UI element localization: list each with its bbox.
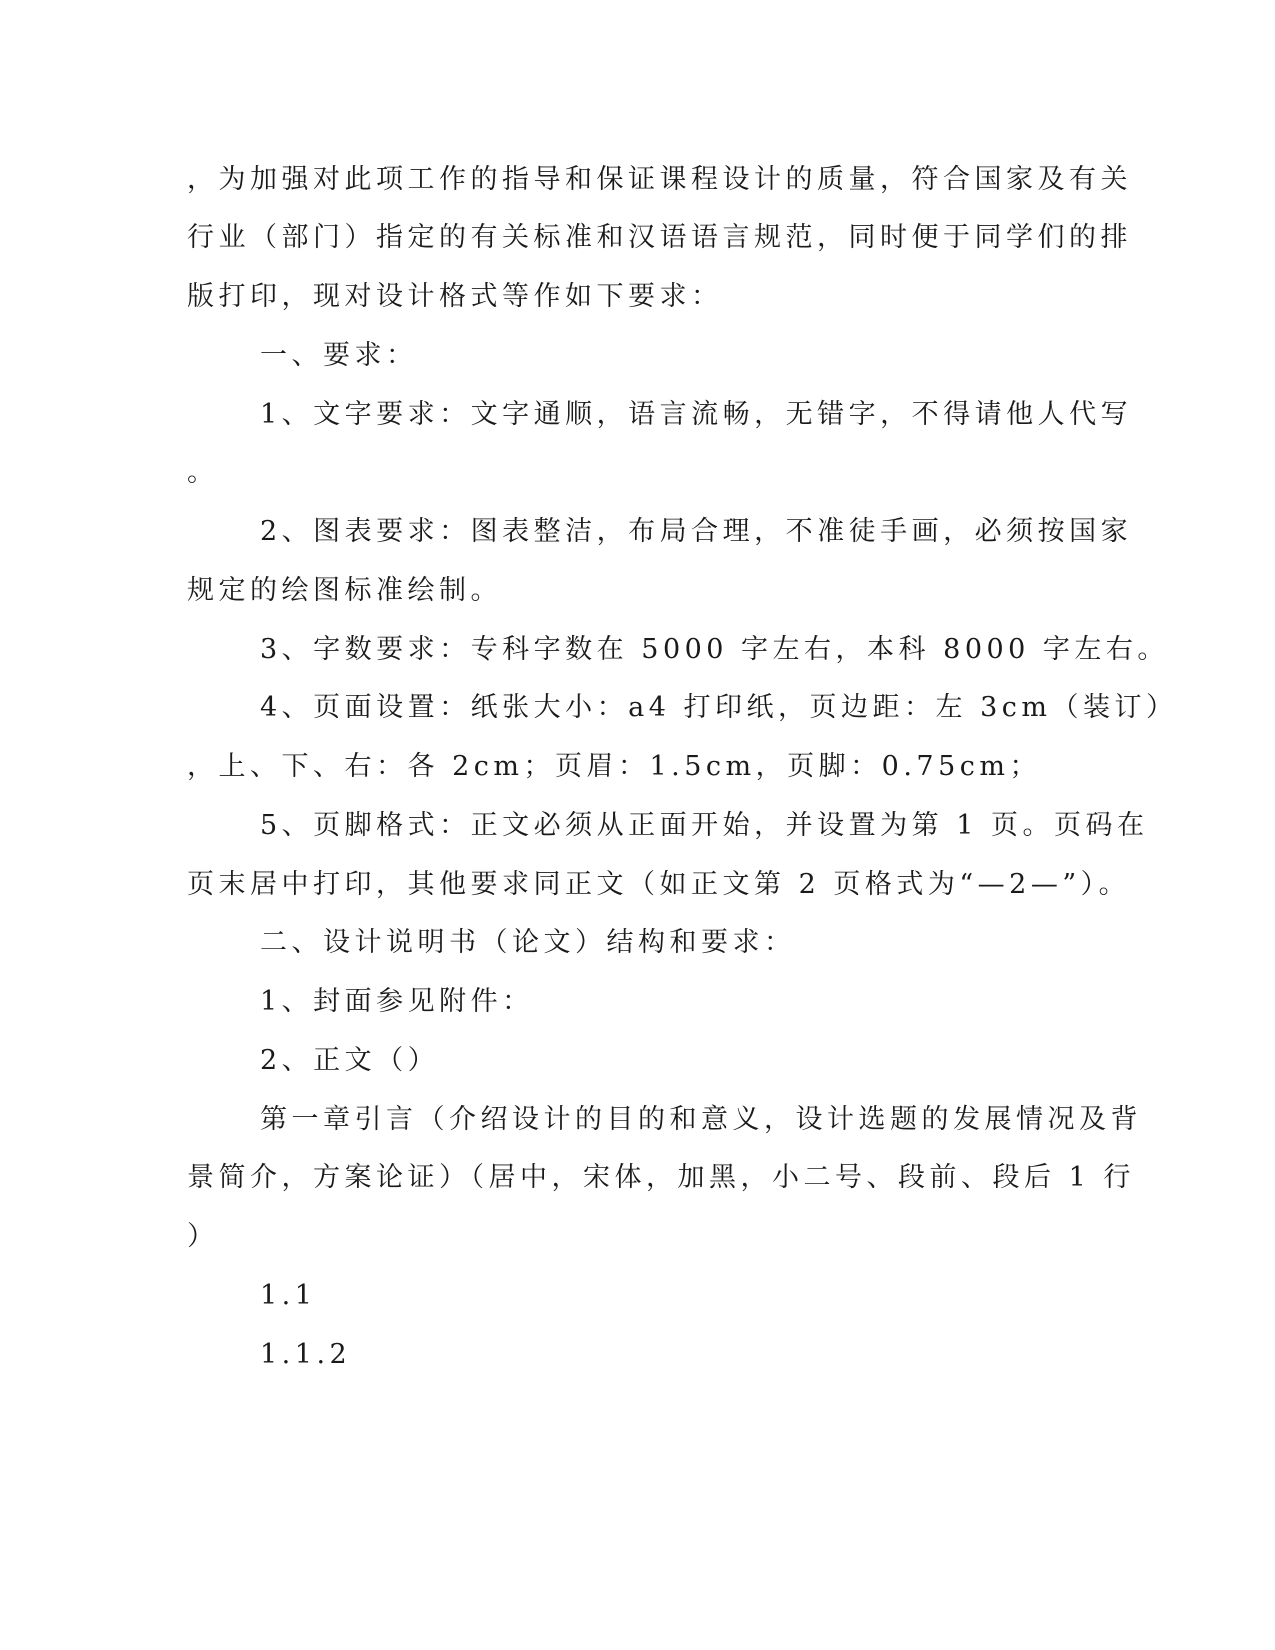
text-line: 规定的绘图标准绘制。 bbox=[187, 575, 502, 606]
section-heading: 一、要求： bbox=[260, 340, 418, 371]
text-line: 4、页面设置：纸张大小：a4 打印纸，页边距：左 3cm（装订） bbox=[260, 692, 1178, 723]
text-line: 。 bbox=[187, 457, 219, 488]
text-line: 1、文字要求：文字通顺，语言流畅，无错字，不得请他人代写 bbox=[260, 399, 1133, 430]
text-line: 第一章引言（介绍设计的目的和意义，设计选题的发展情况及背 bbox=[260, 1104, 1142, 1135]
section-number: 1.1 bbox=[260, 1280, 317, 1311]
text-line: 版打印，现对设计格式等作如下要求： bbox=[187, 281, 723, 312]
text-line: ，为加强对此项工作的指导和保证课程设计的质量，符合国家及有关 bbox=[187, 164, 1132, 195]
text-line: 5、页脚格式：正文必须从正面开始，并设置为第 1 页。页码在 bbox=[260, 810, 1149, 841]
text-line: 页末居中打印，其他要求同正文（如正文第 2 页格式为“—2—”）。 bbox=[187, 869, 1131, 900]
text-line: 2、正文（） bbox=[260, 1045, 440, 1076]
section-heading: 二、设计说明书（论文）结构和要求： bbox=[260, 927, 796, 958]
section-number: 1.1.2 bbox=[260, 1339, 352, 1370]
text-line: 1、封面参见附件： bbox=[260, 986, 534, 1017]
text-line: ） bbox=[187, 1221, 219, 1252]
text-line: 2、图表要求：图表整洁，布局合理，不准徒手画，必须按国家 bbox=[260, 516, 1133, 547]
text-line: 景简介，方案论证）（居中，宋体，加黑，小二号、段前、段后 1 行 bbox=[187, 1162, 1135, 1193]
text-line: 3、字数要求：专科字数在 5000 字左右，本科 8000 字左右。 bbox=[260, 634, 1169, 665]
text-line: ，上、下、右：各 2cm；页眉：1.5cm，页脚：0.75cm； bbox=[187, 751, 1041, 782]
text-line: 行业（部门）指定的有关标准和汉语语言规范，同时便于同学们的排 bbox=[187, 222, 1132, 253]
